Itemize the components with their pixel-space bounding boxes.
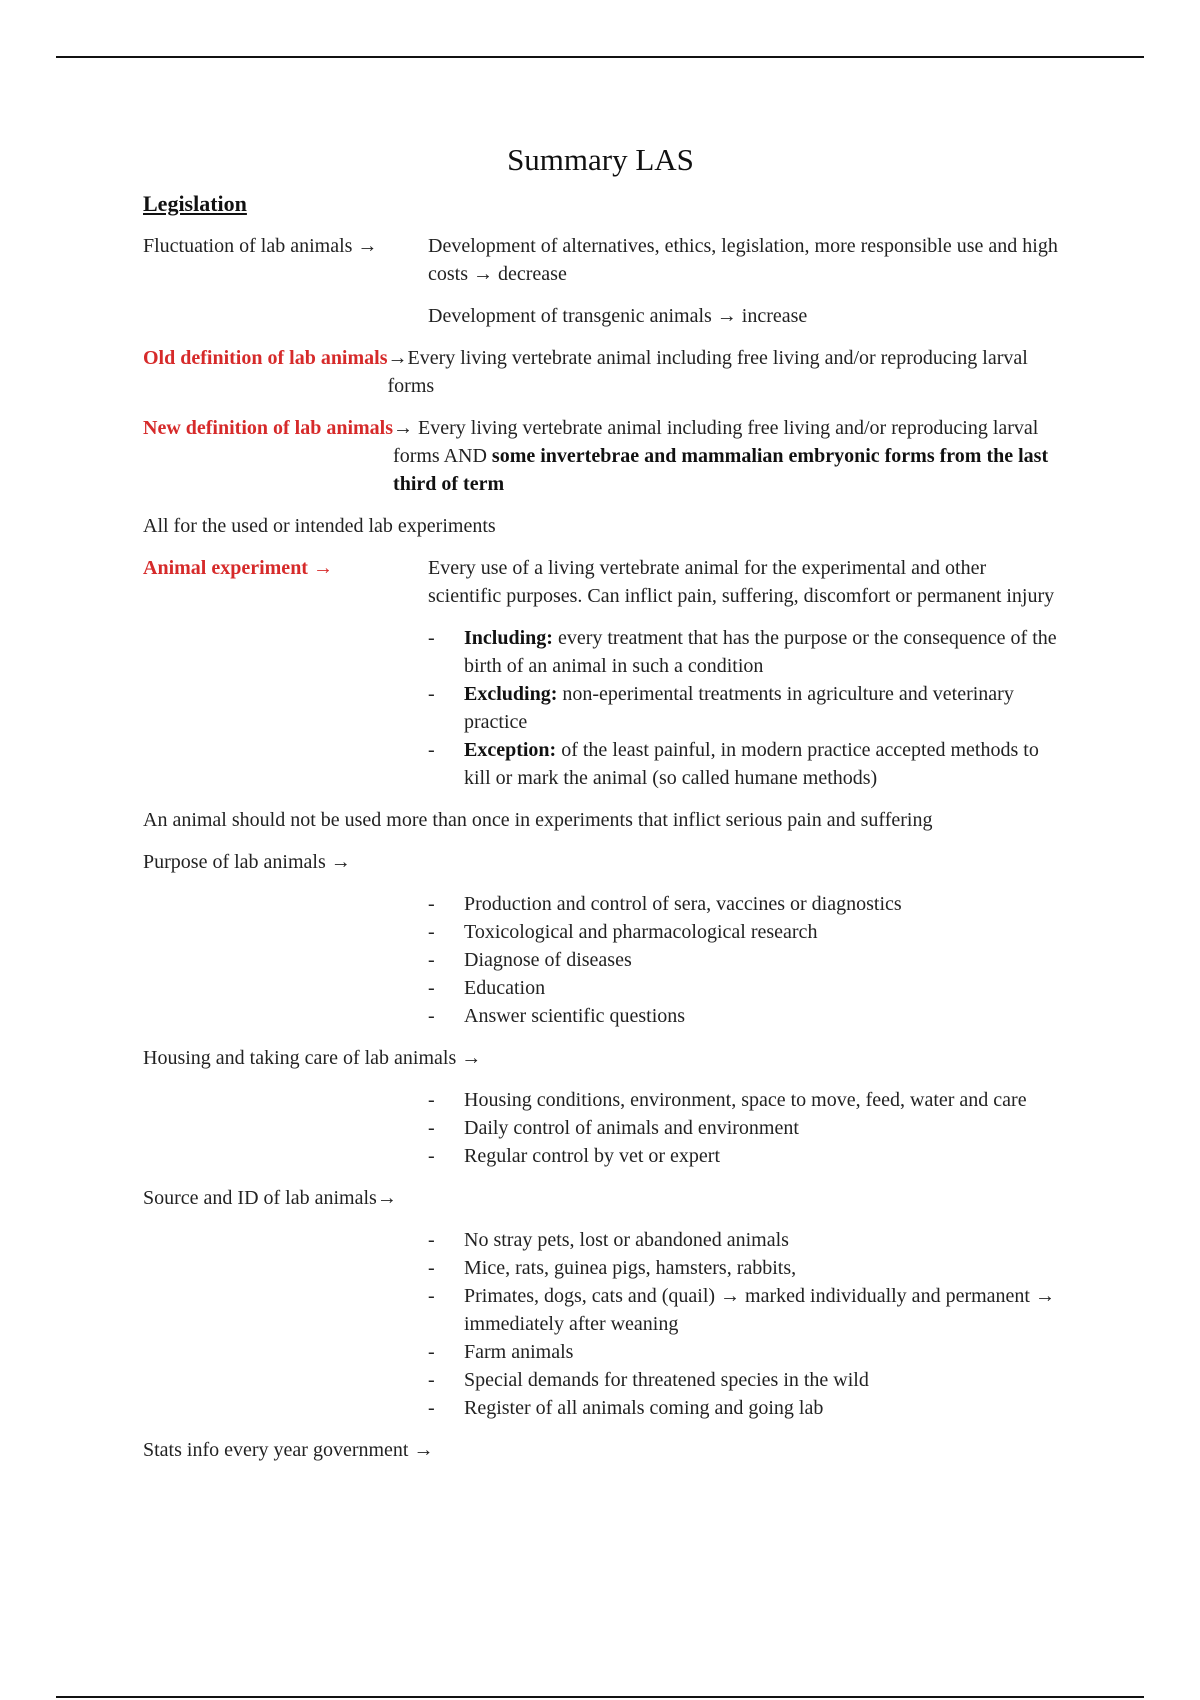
list-item: - Special demands for threatened species in the wild	[428, 1366, 1058, 1394]
list-item: - Housing conditions, environment, space to move, feed, water and care	[428, 1086, 1058, 1114]
new-definition-bold: some invertebrae and mammalian embryonic forms from the last third of term	[393, 445, 1049, 495]
purpose-list	[428, 890, 1058, 1030]
stats-label: Stats info every year government →	[143, 1439, 434, 1461]
housing-label: Housing and taking care of lab animals →	[143, 1047, 482, 1069]
animal-experiment-label: Animal experiment →	[143, 557, 333, 579]
list-item: - Education	[428, 974, 1058, 1002]
page-title: Summary LAS	[507, 142, 694, 177]
housing-list	[428, 1086, 1058, 1170]
source-list	[428, 1226, 1058, 1422]
source-label: Source and ID of lab animals→	[143, 1187, 397, 1209]
list-item-text: of the least painful, in modern practice accepted methods to kill or mark the animal (so called humane methods)	[464, 739, 1039, 789]
list-item: - No stray pets, lost or abandoned animals	[428, 1226, 1058, 1254]
old-definition-label: Old definition of lab animals	[143, 347, 388, 369]
new-definition-label: New definition of lab animals	[143, 417, 394, 439]
purpose-label: Purpose of lab animals →	[143, 851, 351, 873]
fluctuation-label: Fluctuation of lab animals →	[143, 235, 378, 257]
list-item: - Regular control by vet or expert	[428, 1142, 1058, 1170]
list-item: - Toxicological and pharmacological research	[428, 918, 1058, 946]
once-rule-text: An animal should not be used more than once in experiments that inflict serious pain and suffering	[143, 809, 933, 831]
list-item: - Register of all animals coming and going lab	[428, 1394, 1058, 1422]
fluctuation-text: Development of alternatives, ethics, legislation, more responsible use and high costs → decrease	[428, 235, 1058, 285]
animal-experiment-row	[143, 554, 1058, 610]
list-item: - Production and control of sera, vaccines or diagnostics	[428, 890, 1058, 918]
list-item: - Primates, dogs, cats and (quail) → marked individually and permanent → immediately after weaning	[428, 1282, 1058, 1338]
list-item: - Answer scientific questions	[428, 1002, 1058, 1030]
list-item	[428, 624, 1058, 680]
list-item	[428, 680, 1058, 736]
list-item-bold: Including:	[464, 627, 553, 649]
list-item: - Farm animals	[428, 1338, 1058, 1366]
animal-experiment-text: Every use of a living vertebrate animal for the experimental and other scientific purposes. Can inflict pain, suffering, discomfort or permanent injury	[428, 557, 1055, 607]
top-rule	[56, 56, 1144, 58]
bottom-rule	[56, 1696, 1144, 1698]
fluctuation-row	[143, 232, 1058, 288]
animal-experiment-list	[428, 624, 1058, 792]
new-definition-row	[143, 414, 1058, 498]
all-for-text: All for the used or intended lab experiments	[143, 515, 496, 537]
list-item: - Mice, rats, guinea pigs, hamsters, rabbits,	[428, 1254, 1058, 1282]
list-item-bold: Exception:	[464, 739, 557, 761]
transgenic-text: Development of transgenic animals → increase	[428, 305, 808, 327]
document-page	[143, 140, 1058, 1478]
list-item-text: every treatment that has the purpose or the consequence of the birth of an animal in such a condition	[464, 627, 1057, 677]
list-item-text: non-eperimental treatments in agriculture and veterinary practice	[464, 683, 1014, 733]
list-item-bold: Excluding:	[464, 683, 558, 705]
new-definition-text	[393, 414, 1058, 498]
list-item: - Daily control of animals and environment	[428, 1114, 1058, 1142]
section-heading: Legislation	[143, 191, 247, 216]
new-definition-plain: → Every living vertebrate animal including free living and/or reproducing larval forms AND	[393, 417, 1039, 467]
list-item	[428, 736, 1058, 792]
old-definition-row	[143, 344, 1058, 400]
list-item: - Diagnose of diseases	[428, 946, 1058, 974]
old-definition-text: →Every living vertebrate animal including free living and/or reproducing larval forms	[387, 347, 1028, 397]
